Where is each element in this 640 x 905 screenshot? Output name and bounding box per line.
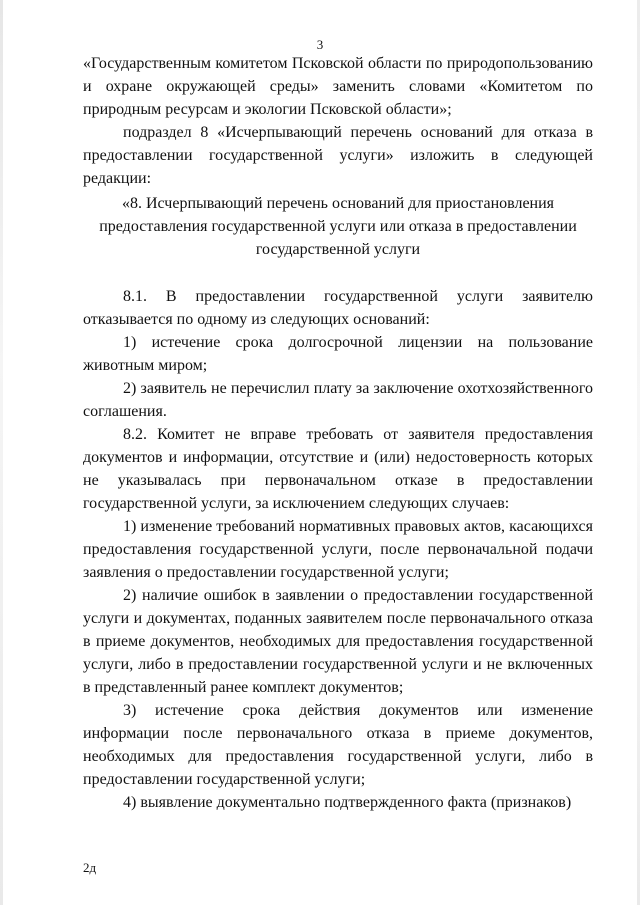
page-number: 3 xyxy=(316,37,324,52)
document-body xyxy=(83,52,593,814)
section-heading: «8. Исчерпывающий перечень оснований для приостановления предоставления государственной услуги или отказа в предоставлении государственной услуги xyxy=(99,195,577,258)
footer-code: 2д xyxy=(83,860,97,875)
list-item-8-1-1: 1) истечение срока долгосрочной лицензии на пользование животным миром; xyxy=(83,334,593,374)
scan-edge-left xyxy=(0,0,3,905)
paragraph-8-1: 8.1. В предоставлении государственной услуги заявителю отказывается по одному из следующих оснований: xyxy=(83,288,593,328)
list-item-8-2-4: 4) выявление документально подтвержденного факта (признаков) xyxy=(123,794,572,811)
list-item-8-1-2: 2) заявитель не перечислил плату за заключение охотхозяйственного соглашения. xyxy=(83,380,593,420)
list-item-8-2-2: 2) наличие ошибок в заявлении о предоставлении государственной услуги и документах, поданных заявителем после первоначального отказа в приеме документов, необходимых для предоставления государственной услуги, либо в предоставлении государственной услуги и не включенных в представленный ранее комплект документов; xyxy=(83,587,593,696)
paragraph-replacement: «Государственным комитетом Псковской области по природопользованию и охране окружающей среды» заменить словами «Комитетом по природным ресурсам и экологии Псковской области»; xyxy=(83,55,593,118)
paragraph-8-2: 8.2. Комитет не вправе требовать от заявителя предоставления документов и информации, отсутствие и (или) недостоверность которых не указывалась при первоначальном отказе в предоставлении государственной услуги, за исключением следующих случаев: xyxy=(83,426,593,512)
list-item-8-2-3: 3) истечение срока действия документов или изменение информации после первоначального отказа в приеме документов, необходимых для предоставления государственной услуги, либо в предоставлении государственной услуги; xyxy=(83,702,593,788)
paragraph-subsection-8: подраздел 8 «Исчерпывающий перечень оснований для отказа в предоставлении государственной услуги» изложить в следующей редакции: xyxy=(83,124,593,187)
list-item-8-2-1: 1) изменение требований нормативных правовых актов, касающихся предоставления государственной услуги, после первоначальной подачи заявления о предоставлении государственной услуги; xyxy=(83,518,593,581)
